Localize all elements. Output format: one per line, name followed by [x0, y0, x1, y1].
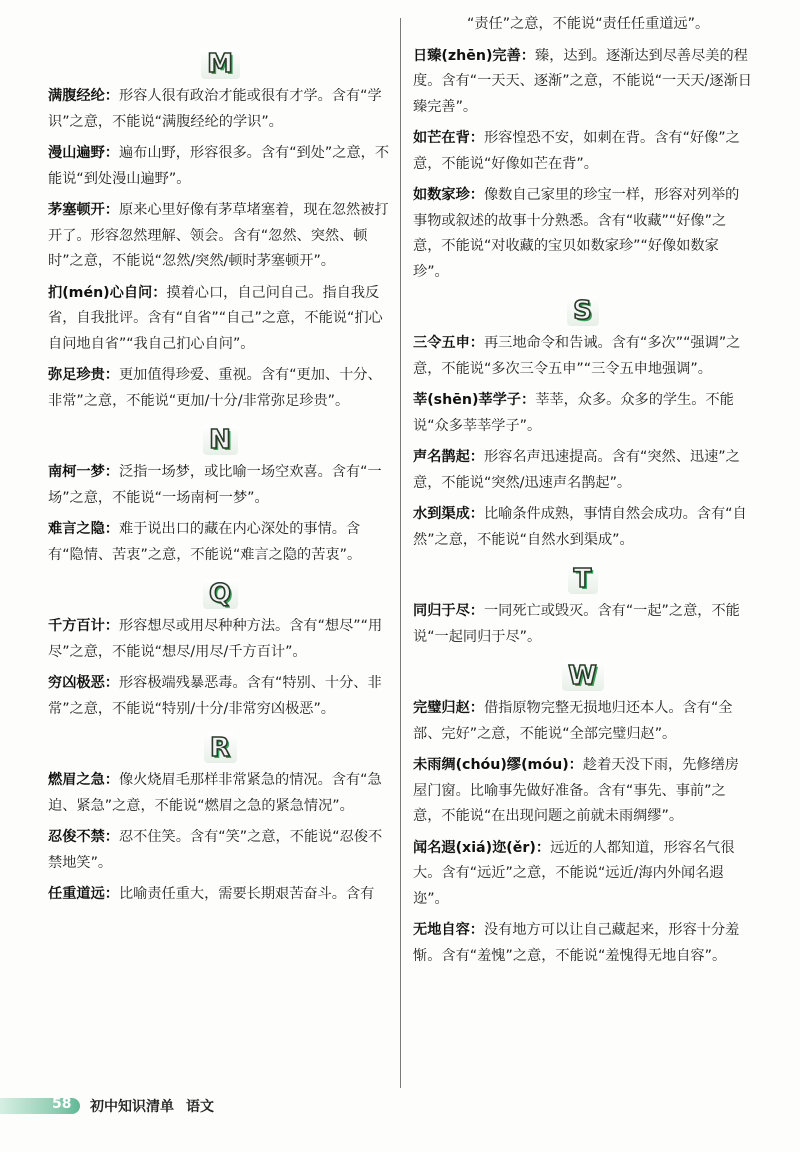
idiom-term: 水到渠成：	[413, 506, 484, 522]
idiom-entry	[48, 671, 393, 722]
idiom-definition: 像火烧眉毛那样非常紧急的情况。含有“急迫、紧急”之意，不能说“燃眉之急的紧急情况”。	[48, 772, 382, 814]
section-letter-badge: Q	[203, 579, 238, 609]
idiom-term: 燃眉之急：	[48, 772, 119, 788]
idiom-entry	[413, 445, 753, 496]
page-footer	[0, 1090, 400, 1120]
idiom-entry	[48, 363, 393, 414]
idiom-term: 如数家珍：	[413, 187, 484, 203]
section-letter-w	[413, 656, 753, 696]
idiom-term: 莘(shēn)莘学子：	[413, 392, 536, 408]
idiom-entry	[413, 331, 753, 382]
idiom-entry	[48, 141, 393, 192]
idiom-entry	[48, 84, 393, 135]
section-letter-badge: R	[204, 733, 237, 763]
idiom-entry	[413, 183, 753, 285]
idiom-entry	[48, 614, 393, 665]
idiom-term: 日臻(zhēn)完善：	[413, 47, 535, 64]
idiom-definition: 臻，达到。逐渐达到尽善尽美的程度。含有“一天天、逐渐”之意，不能说“一天天/逐渐日臻完善”。	[413, 47, 752, 115]
idiom-definition: 形容极端残暴恶毒。含有“特别、十分、非常”之意，不能说“特别/十分/非常穷凶极恶”。	[48, 675, 382, 717]
idiom-entry	[48, 460, 393, 511]
column-divider	[400, 18, 401, 1088]
idiom-term: 任重道远：	[48, 886, 119, 902]
section-letter-q	[48, 574, 393, 614]
section-letter-badge: T	[568, 564, 599, 594]
idiom-entry	[48, 825, 393, 876]
idiom-term: 满腹经纶：	[48, 88, 119, 104]
idiom-term: 漫山遍野：	[48, 145, 119, 161]
idiom-entry	[413, 836, 753, 913]
idiom-entry	[413, 696, 753, 747]
idiom-definition: 比喻条件成熟，事情自然会成功。含有“自然”之意，不能说“自然水到渠成”。	[413, 506, 747, 548]
idiom-entry	[48, 198, 393, 275]
idiom-entry	[48, 517, 393, 568]
subject-label: 语文	[186, 1099, 214, 1115]
section-letter-badge: M	[201, 49, 240, 79]
idiom-term: 难言之隐：	[48, 521, 119, 537]
idiom-definition: 更加值得珍爱、重视。含有“更加、十分、非常”之意，不能说“更加/十分/非常弥足珍贵”。	[48, 367, 382, 409]
idiom-definition: 没有地方可以让自己藏起来，形容十分羞惭。含有“羞愧”之意，不能说“羞愧得无地自容”。	[413, 922, 740, 964]
idiom-term: 完璧归赵：	[413, 700, 484, 716]
section-letter-n	[48, 420, 393, 460]
idiom-term: 无地自容：	[413, 922, 484, 938]
continuation-text: “责任”之意，不能说“责任任重道远”。	[467, 16, 710, 32]
idiom-entry	[413, 918, 753, 969]
right-column	[413, 0, 753, 975]
idiom-entry	[413, 599, 753, 650]
idiom-definition: 形容惶恐不安，如刺在背。含有“好像”之意，不能说“好像如芒在背”。	[413, 130, 740, 172]
book-title: 初中知识清单	[90, 1099, 174, 1115]
page-number: 58	[52, 1096, 72, 1112]
idiom-definition: 远近的人都知道，形容名气很大。含有“远近”之意，不能说“远近/海内外闻名遐迩”。	[413, 839, 735, 907]
section-letter-r	[48, 728, 393, 768]
idiom-entry	[413, 388, 753, 439]
idiom-entry	[48, 882, 393, 908]
idiom-definition: 形容名声迅速提高。含有“突然、迅速”之意，不能说“突然/迅速声名鹊起”。	[413, 449, 740, 491]
idiom-definition: 原来心里好像有茅草堵塞着，现在忽然被打开了。形容忽然理解、领会。含有“忽然、突然、顿时”之意，不能说“忽然/突然/顿时茅塞顿开”。	[48, 202, 389, 269]
idiom-definition: 趁着天没下雨，先修缮房屋门窗。比喻事先做好准备。含有“事先、事前”之意，不能说“在出现问题之前就未雨绸缪”。	[413, 757, 739, 824]
idiom-entry	[413, 753, 753, 830]
idiom-entry	[48, 768, 393, 819]
idiom-definition: 借指原物完整无损地归还本人。含有“全部、完好”之意，不能说“全部完璧归赵”。	[413, 700, 733, 742]
idiom-term: 茅塞顿开：	[48, 202, 119, 218]
idiom-term: 同归于尽：	[413, 603, 484, 619]
idiom-term: 千方百计：	[48, 618, 119, 634]
section-letter-badge: S	[567, 296, 599, 326]
idiom-definition: 莘莘，众多。众多的学生。不能说“众多莘莘学子”。	[413, 392, 734, 434]
idiom-definition: 难于说出口的藏在内心深处的事情。含有“隐情、苦衷”之意，不能说“难言之隐的苦衷”。	[48, 521, 362, 563]
left-column	[48, 0, 393, 914]
idiom-term: 扪(mén)心自问：	[48, 284, 167, 301]
idiom-definition: 遍布山野，形容很多。含有“到处”之意，不能说“到处漫山遍野”。	[48, 145, 390, 187]
idiom-definition: 忍不住笑。含有“笑”之意，不能说“忍俊不禁地笑”。	[48, 829, 383, 871]
idiom-definition: 形容人很有政治才能或很有才学。含有“学识”之意，不能说“满腹经纶的学识”。	[48, 88, 382, 130]
idiom-term: 三令五申：	[413, 335, 484, 351]
idiom-definition: 再三地命令和告诫。含有“多次”“强调”之意，不能说“多次三令五申”“三令五申地强调”。	[413, 335, 741, 377]
idiom-entry	[413, 126, 753, 177]
idiom-term: 声名鹊起：	[413, 449, 484, 465]
idiom-definition: 泛指一场梦，或比喻一场空欢喜。含有“一场”之意，不能说“一场南柯一梦”。	[48, 464, 382, 506]
idiom-term: 闻名遐(xiá)迩(ěr)：	[413, 839, 551, 856]
section-letter-badge: N	[203, 425, 238, 455]
idiom-term: 穷凶极恶：	[48, 675, 119, 691]
section-letter-s	[413, 291, 753, 331]
section-letter-m	[48, 44, 393, 84]
idiom-entry	[48, 281, 393, 358]
idiom-term: 未雨绸(chóu)缪(móu)：	[413, 757, 583, 773]
idiom-definition: 一同死亡或毁灭。含有“一起”之意，不能说“一起同归于尽”。	[413, 603, 740, 645]
idiom-term: 如芒在背：	[413, 130, 484, 146]
idiom-term: 弥足珍贵：	[48, 367, 119, 383]
idiom-definition: 形容想尽或用尽种种方法。含有“想尽”“用尽”之意，不能说“想尽/用尽/千方百计”。	[48, 618, 383, 660]
idiom-entry	[413, 44, 753, 121]
section-letter-badge: W	[562, 661, 604, 691]
idiom-term: 忍俊不禁：	[48, 829, 119, 845]
idiom-definition: 比喻责任重大，需要长期艰苦奋斗。含有	[118, 886, 375, 902]
idiom-term: 南柯一梦：	[48, 464, 119, 480]
idiom-definition: 像数自己家里的珍宝一样，形容对列举的事物或叙述的故事十分熟悉。含有“收藏”“好像”之意，不能说“对收藏的宝贝如数家珍”“好像如数家珍”。	[413, 187, 740, 280]
idiom-entry	[413, 502, 753, 553]
idiom-definition: 摸着心口，自己问自己。指自我反省，自我批评。含有“自省”“自己”之意，不能说“扪心自问地自省”“我自己扪心自问”。	[48, 284, 383, 352]
section-letter-t	[413, 559, 753, 599]
